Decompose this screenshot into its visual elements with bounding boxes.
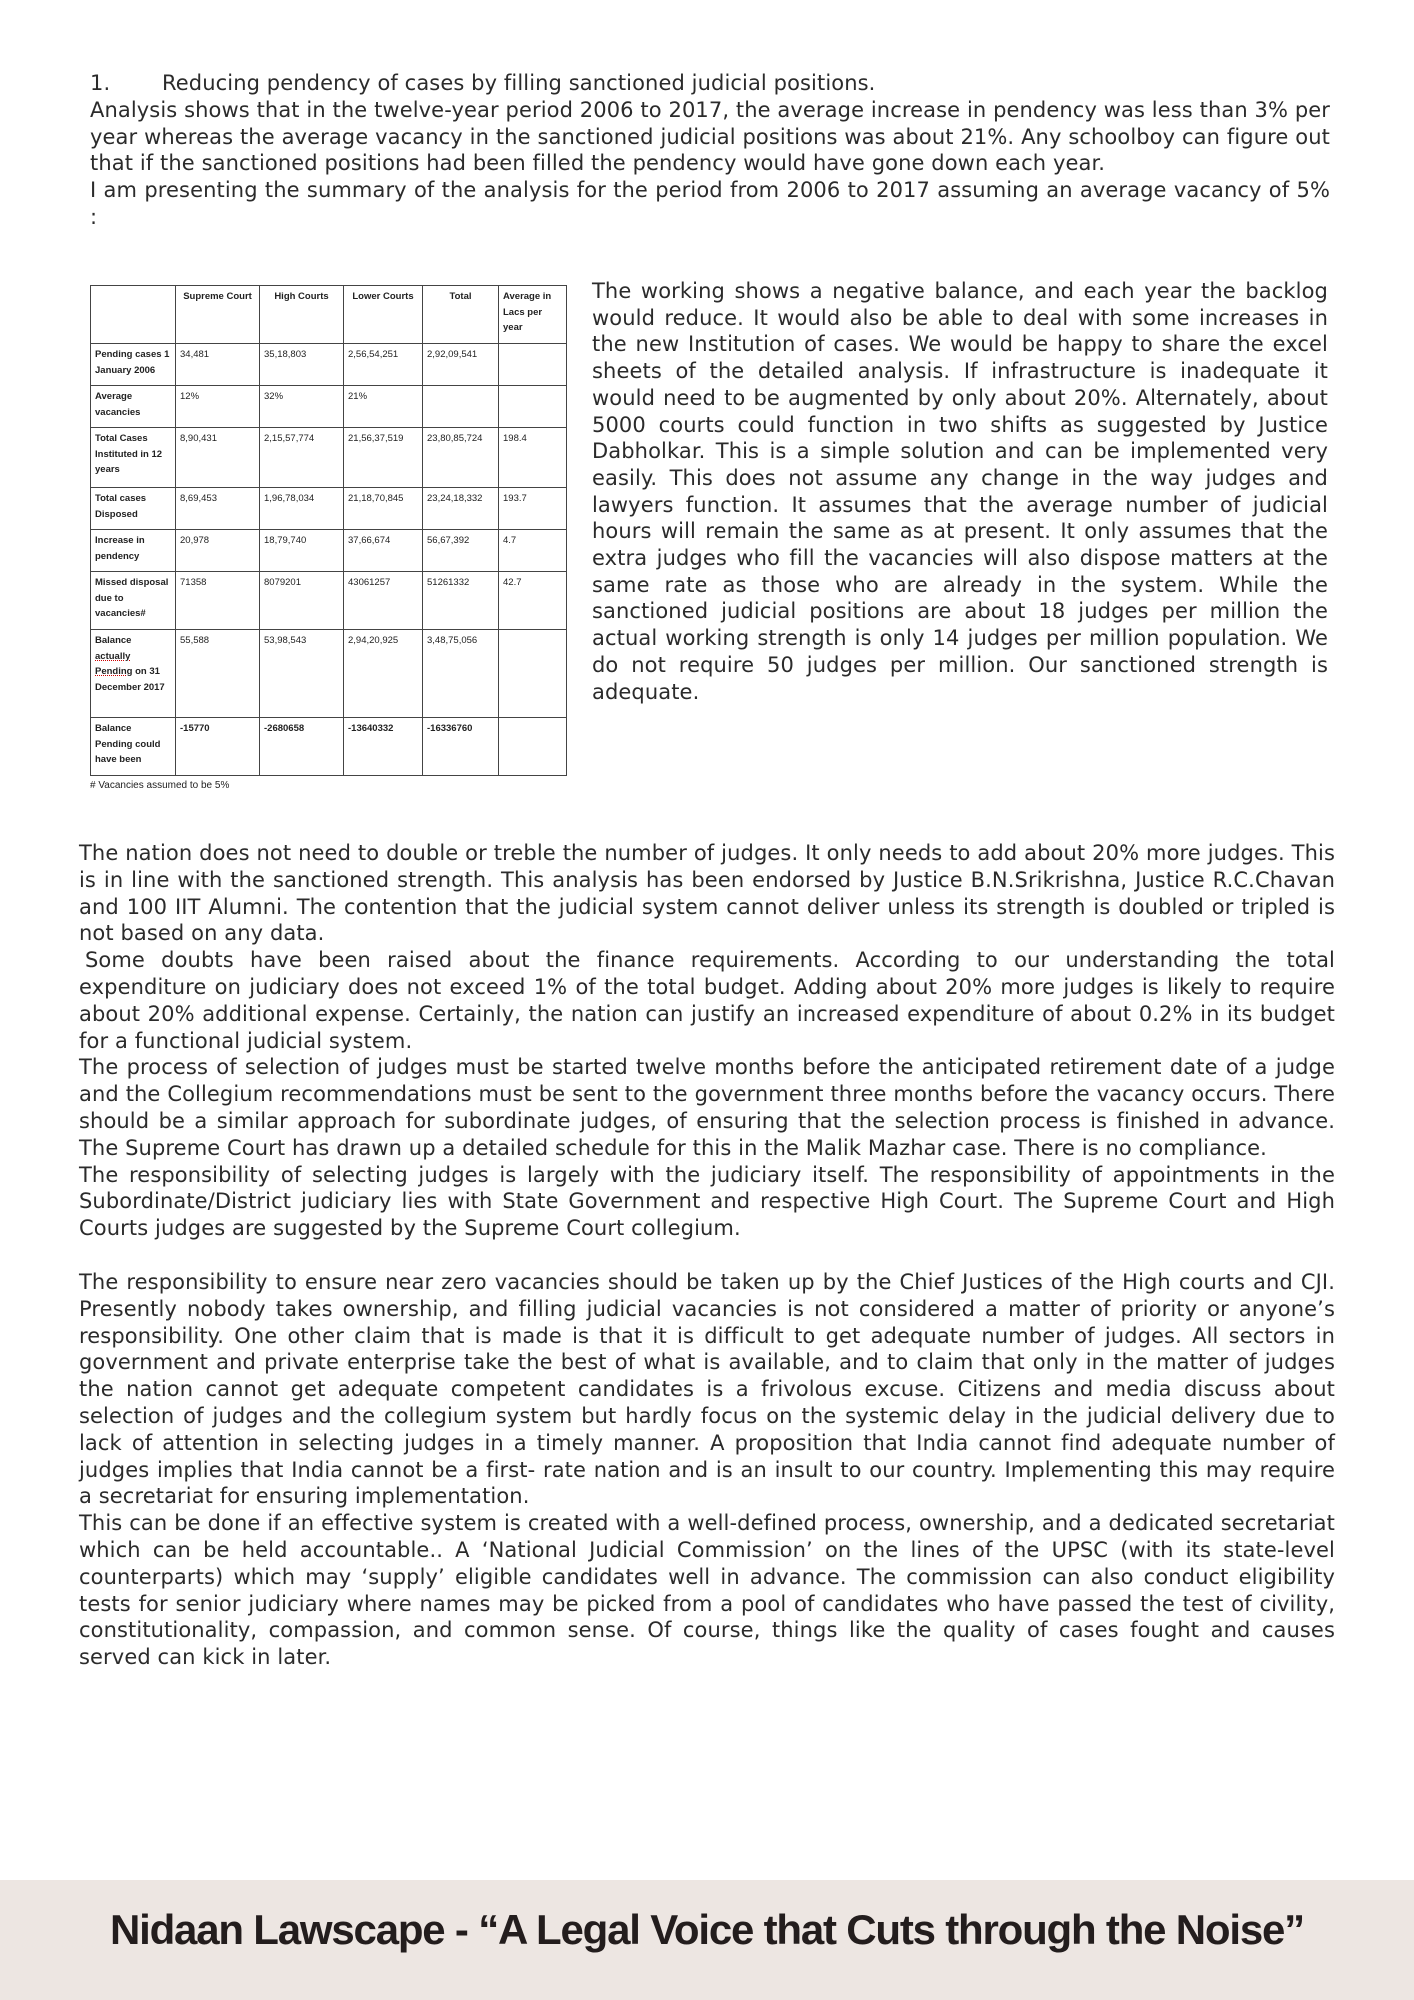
- table-cell: 53,98,543: [260, 630, 344, 718]
- pendency-table: [90, 285, 567, 776]
- table-cell: 8,69,453: [176, 488, 260, 530]
- balance-label-word: Pending: [95, 666, 133, 677]
- table-footnote: # Vacancies assumed to be 5%: [90, 780, 230, 791]
- table-cell: 21%: [344, 386, 423, 428]
- row-header-cell: Total cases Disposed: [91, 488, 176, 530]
- table-cell: 1,96,78,034: [260, 488, 344, 530]
- table-header-cell: Lower Courts: [344, 286, 423, 344]
- table-cell: 193.7: [499, 488, 567, 530]
- footer-banner: [0, 1880, 1414, 2000]
- body-paragraph-5: The responsibility to ensure near zero vacancies should be taken up by the Chief Justices of the High courts and CJI. Presently nobody takes ownership, and filling judicial vacancies is not considered a matter of priority or anyone’s responsibility. One other claim that is made is that it is difficult to get adequate number of judges. All sectors in government and private enterprise take the best of what is available, and to claim that only in the matter of judges the nation cannot get adequate competent candidates is a frivolous excuse. Citizens and media discuss about selection of judges and the collegium system but hardly focus on the systemic delay in the judicial delivery due to lack of attention in selecting judges in a timely manner. A proposition that India cannot find adequate number of judges implies that India cannot be a first- rate nation and is an insult to our country. Implementing this may require a secretariat for ensuring implementation.: [79, 1269, 1335, 1509]
- table-header-cell: High Courts: [260, 286, 344, 344]
- table-row: [91, 428, 567, 488]
- table-cell: -16336760: [423, 718, 499, 776]
- balance-label-word: Balance: [95, 635, 132, 646]
- table-cell: -2680658: [260, 718, 344, 776]
- body-section: [79, 840, 1335, 1671]
- table-cell: -13640332: [344, 718, 423, 776]
- table-cell: 3,48,75,056: [423, 630, 499, 718]
- table-row: [91, 344, 567, 386]
- footer-tagline: Nidaan Lawscape - “A Legal Voice that Cuts through the Noise”: [110, 1906, 1304, 1953]
- table-cell: 43061257: [344, 572, 423, 630]
- table-cell: 4.7: [499, 530, 567, 572]
- table-cell: [423, 386, 499, 428]
- body-paragraph-3: The process of selection of judges must be started twelve months before the anticipated retirement date of a judge and the Collegium recommendations must be sent to the government three months before the vacancy occurs. There should be a similar approach for subordinate judges, of ensuring that the selection process is finished in advance. The Supreme Court has drawn up a detailed schedule for this in the Malik Mazhar case. There is no compliance.: [79, 1055, 1335, 1160]
- body-paragraph-4: The responsibility of selecting judges is largely with the judiciary itself. The responsibility of appointments in the Subordinate/District judiciary lies with State Government and respective High Court. The Supreme Court and High Courts judges are suggested by the Supreme Court collegium.: [79, 1162, 1335, 1241]
- table-cell: 23,24,18,332: [423, 488, 499, 530]
- intro-section: [90, 70, 1330, 231]
- balance-label-rest: on 31 December 2017: [95, 666, 165, 693]
- table-cell: 37,66,674: [344, 530, 423, 572]
- row-header-cell: Increase in pendency: [91, 530, 176, 572]
- row-header-cell: Average vacancies: [91, 386, 176, 428]
- row-header-cell: Missed disposal due to vacancies#: [91, 572, 176, 630]
- table-header-cell: Total: [423, 286, 499, 344]
- table-cell: 23,80,85,724: [423, 428, 499, 488]
- table-cell: 71358: [176, 572, 260, 630]
- paragraph-gap: [79, 1242, 1335, 1269]
- row-header-cell: Balance Pending could have been: [91, 718, 176, 776]
- table-cell: 42.7: [499, 572, 567, 630]
- table-cell: 34,481: [176, 344, 260, 386]
- table-cell: 21,18,70,845: [344, 488, 423, 530]
- table-cell: 2,15,57,774: [260, 428, 344, 488]
- section-number: 1.: [90, 71, 111, 95]
- table-cell: 56,67,392: [423, 530, 499, 572]
- table-cell: [499, 344, 567, 386]
- table-cell: 2,94,20,925: [344, 630, 423, 718]
- row-header-cell: Total Cases Instituted in 12 years: [91, 428, 176, 488]
- table-header-cell: [91, 286, 176, 344]
- intro-paragraph-2: I am presenting the summary of the analysis for the period from 2006 to 2017 assuming an average vacancy of 5% :: [90, 178, 1330, 229]
- table-cell: [499, 630, 567, 718]
- table-cell: 35,18,803: [260, 344, 344, 386]
- table-cell: 12%: [176, 386, 260, 428]
- table-row: [91, 630, 567, 718]
- table-header-cell: Average in Lacs per year: [499, 286, 567, 344]
- body-paragraph-6: This can be done if an effective system is created with a well-defined process, ownership, and a dedicated secretariat which can be held accountable.. A ‘National Judicial Commission’ on the lines of the UPSC (with its state-level counterparts) which may ‘supply’ eligible candidates well in advance. The commission can also conduct eligibility tests for senior judiciary where names may be picked from a pool of candidates who have passed the test of civility, constitutionality, compassion, and common sense. Of course, things like the quality of cases fought and causes served can kick in later.: [79, 1511, 1335, 1670]
- table-cell: [499, 718, 567, 776]
- table-cell: 21,56,37,519: [344, 428, 423, 488]
- table-cell: 198.4: [499, 428, 567, 488]
- row-header-cell: [91, 630, 176, 718]
- table-cell: 2,92,09,541: [423, 344, 499, 386]
- table-cell: 8,90,431: [176, 428, 260, 488]
- table-cell: 32%: [260, 386, 344, 428]
- table-row: [91, 530, 567, 572]
- section-heading: [90, 70, 1330, 97]
- table-cell: -15770: [176, 718, 260, 776]
- table-cell: 8079201: [260, 572, 344, 630]
- table-row: [91, 488, 567, 530]
- row-header-cell: Pending cases 1 January 2006: [91, 344, 176, 386]
- table-cell: 2,56,54,251: [344, 344, 423, 386]
- table-header-row: [91, 286, 567, 344]
- table-row: [91, 572, 567, 630]
- balance-label-word: actually: [95, 650, 131, 662]
- body-paragraph-2: Some doubts have been raised about the finance requirements. According to our understanding the total expenditure on judiciary does not exceed 1% of the total budget. Adding about 20% more judges is likely to require about 20% additional expense. Certainly, the nation can justify an increased expenditure of about 0.2% in its budget for a functional judicial system.: [79, 948, 1335, 1053]
- table-row: [91, 718, 567, 776]
- table-header-cell: Supreme Court: [176, 286, 260, 344]
- table-cell: [499, 386, 567, 428]
- intro-paragraph-1: Analysis shows that in the twelve-year period 2006 to 2017, the average increase in pendency was less than 3% per year whereas the average vacancy in the sanctioned judicial positions was about 21%. Any schoolboy can figure out that if the sanctioned positions had been filled the pendency would have gone down each year.: [90, 97, 1330, 176]
- side-column: [592, 278, 1328, 705]
- table-cell: 18,79,740: [260, 530, 344, 572]
- section-heading-text: Reducing pendency of cases by filling sanctioned judicial positions.: [162, 71, 876, 95]
- table-cell: 55,588: [176, 630, 260, 718]
- pendency-table-wrapper: [90, 285, 568, 791]
- body-paragraph-1: The nation does not need to double or treble the number of judges. It only needs to add about 20% more judges. This is in line with the sanctioned strength. This analysis has been endorsed by Justice B.N.Srikrishna, Justice R.C.Chavan and 100 IIT Alumni. The contention that the judicial system cannot deliver unless its strength is doubled or tripled is not based on any data.: [79, 841, 1335, 946]
- table-cell: 20,978: [176, 530, 260, 572]
- side-paragraph: The working shows a negative balance, and each year the backlog would reduce. It would also be able to deal with some increases in the new Institution of cases. We would be happy to share the excel sheets of the detailed analysis. If infrastructure is inadequate it would need to be augmented by only about 20%. Alternately, about 5000 courts could function in two shifts as suggested by Justice Dabholkar. This is a simple solution and can be implemented very easily. This does not assume any change in the way judges and lawyers function. It assumes that the average number of judicial hours will remain the same as at present. It only assumes that the extra judges who fill the vacancies will also dispose matters at the same rate as those who are already in the system. While the sanctioned judicial positions are about 18 judges per million the actual working strength is only 14 judges per million population. We do not require 50 judges per million. Our sanctioned strength is adequate.: [592, 279, 1328, 704]
- table-row: [91, 386, 567, 428]
- table-cell: 51261332: [423, 572, 499, 630]
